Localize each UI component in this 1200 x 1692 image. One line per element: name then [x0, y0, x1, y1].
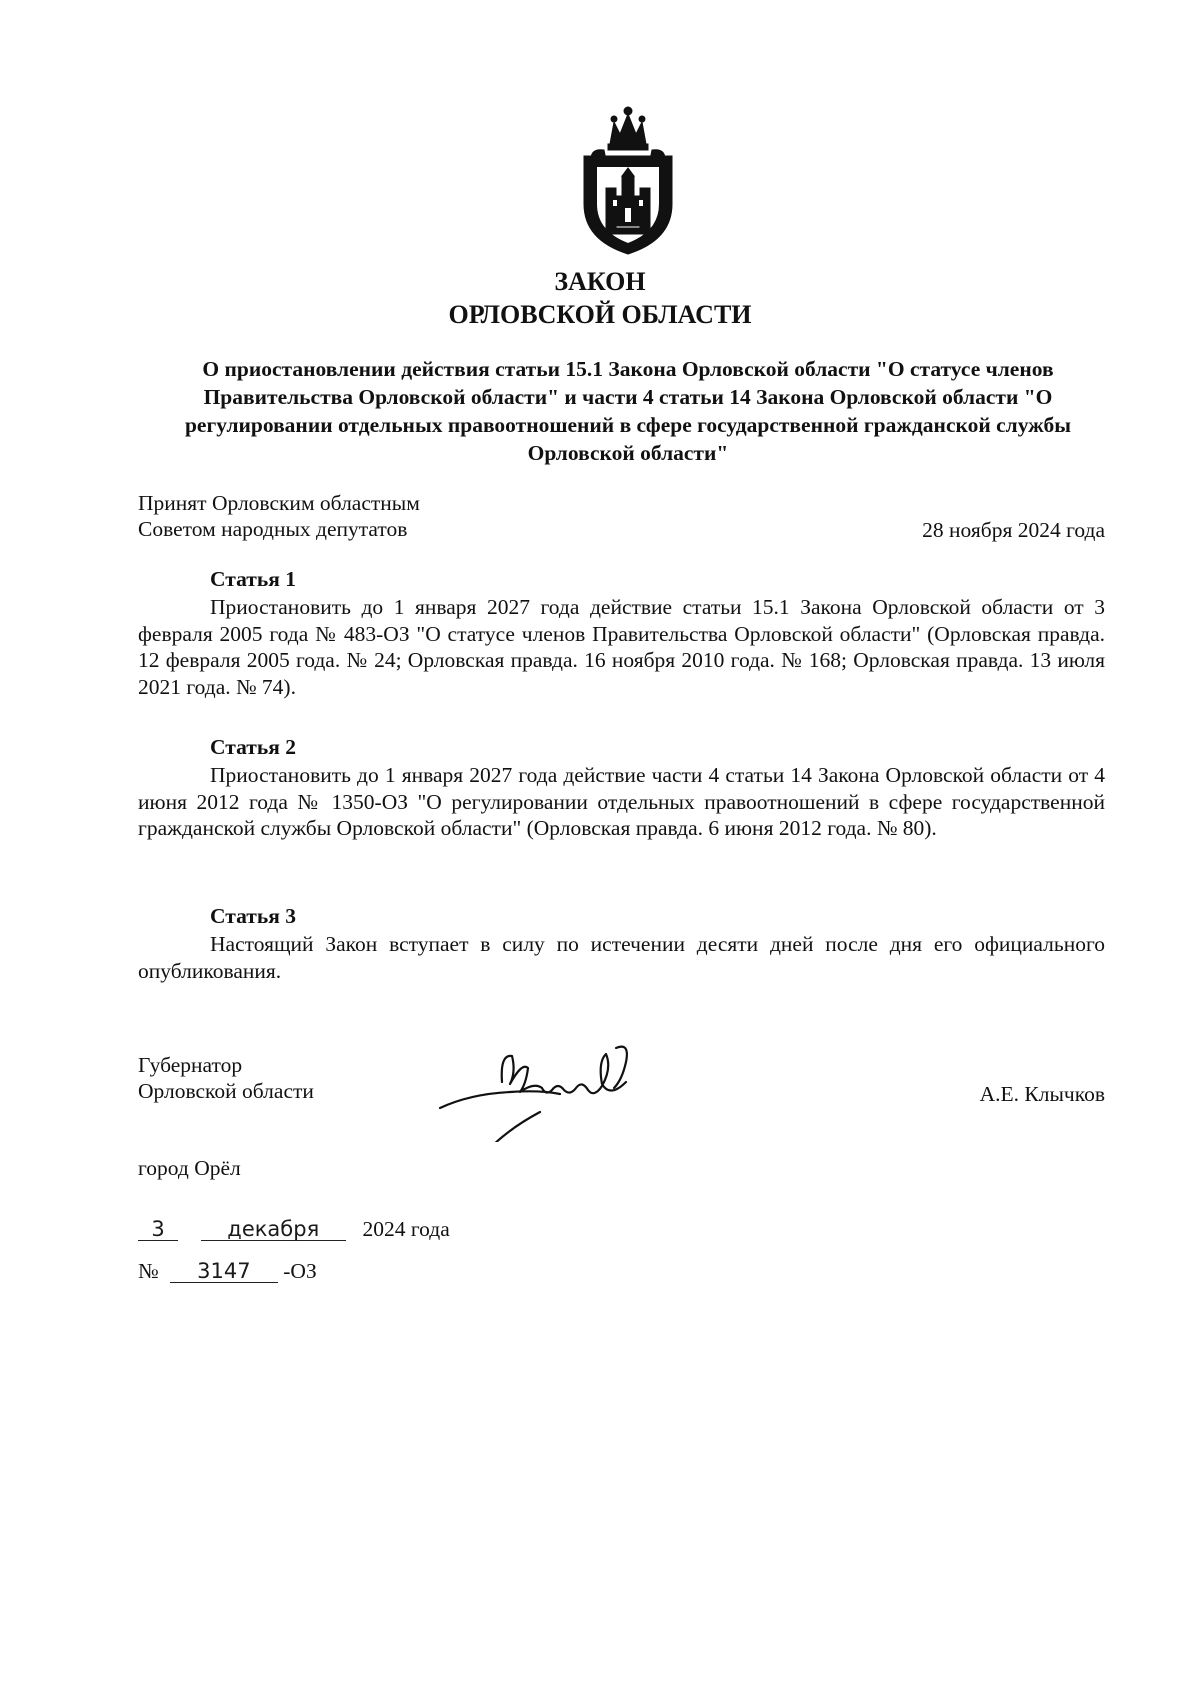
document-subtitle: О приостановлении действия статьи 15.1 Закона Орловской области "О статусе членов Правительства Орловской области" и части 4 статьи 14 Закона Орловской области "О регулировании отдельных правоотношений в сфере государственной гражданской службы Орловской области" [184, 357, 1072, 465]
signing-date [138, 1216, 450, 1242]
document-title [0, 265, 1200, 331]
signatory-position-line-1: Губернатор [138, 1053, 243, 1077]
signing-month: декабря [201, 1218, 346, 1241]
coat-of-arms-icon [566, 104, 690, 256]
article-3 [138, 903, 1105, 984]
article-1-heading: Статья 1 [210, 567, 296, 591]
adoption-line-1: Принят Орловским областным [138, 491, 420, 515]
title-line-2: ОРЛОВСКОЙ ОБЛАСТИ [448, 300, 752, 329]
article-1 [138, 566, 1105, 700]
signing-year: 2024 года [362, 1217, 450, 1241]
signatory-position-line-2: Орловской области [138, 1079, 314, 1103]
law-number-value: 3147 [170, 1260, 278, 1283]
article-3-text: Настоящий Закон вступает в силу по истечении десяти дней после дня его официального опубликования. [138, 932, 1105, 983]
place-of-signing: город Орёл [138, 1156, 241, 1180]
signatory-position [138, 1052, 314, 1104]
article-2-text: Приостановить до 1 января 2027 года действие части 4 статьи 14 Закона Орловской области от 4 июня 2012 года № 1350-ОЗ "О регулировании отдельных правоотношений в сфере государственной гражданской службы Орловской области" (Орловская правда. 6 июня 2012 года. № 80). [138, 763, 1105, 840]
law-number-prefix: № [138, 1259, 159, 1283]
adoption-block [138, 490, 420, 542]
adoption-line-2: Советом народных депутатов [138, 517, 408, 541]
article-3-heading: Статья 3 [210, 904, 296, 928]
signing-day: 3 [138, 1218, 178, 1241]
law-number-suffix: -ОЗ [283, 1259, 317, 1283]
law-number [138, 1258, 317, 1284]
article-2-heading: Статья 2 [210, 735, 296, 759]
article-1-text: Приостановить до 1 января 2027 года действие статьи 15.1 Закона Орловской области от 3 февраля 2005 года № 483-ОЗ "О статусе членов Правительства Орловской области" (Орловская правда. 12 февраля 2005 года. № 24; Орловская правда. 16 ноября 2010 года. № 168; Орловская правда. 13 июля 2021 года. № 74). [138, 595, 1105, 699]
adoption-date: 28 ноября 2024 года [922, 518, 1105, 542]
signatory-name: А.Е. Клычков [979, 1082, 1105, 1106]
article-2 [138, 734, 1105, 842]
signature-icon [430, 1032, 670, 1142]
title-line-1: ЗАКОН [554, 267, 646, 296]
